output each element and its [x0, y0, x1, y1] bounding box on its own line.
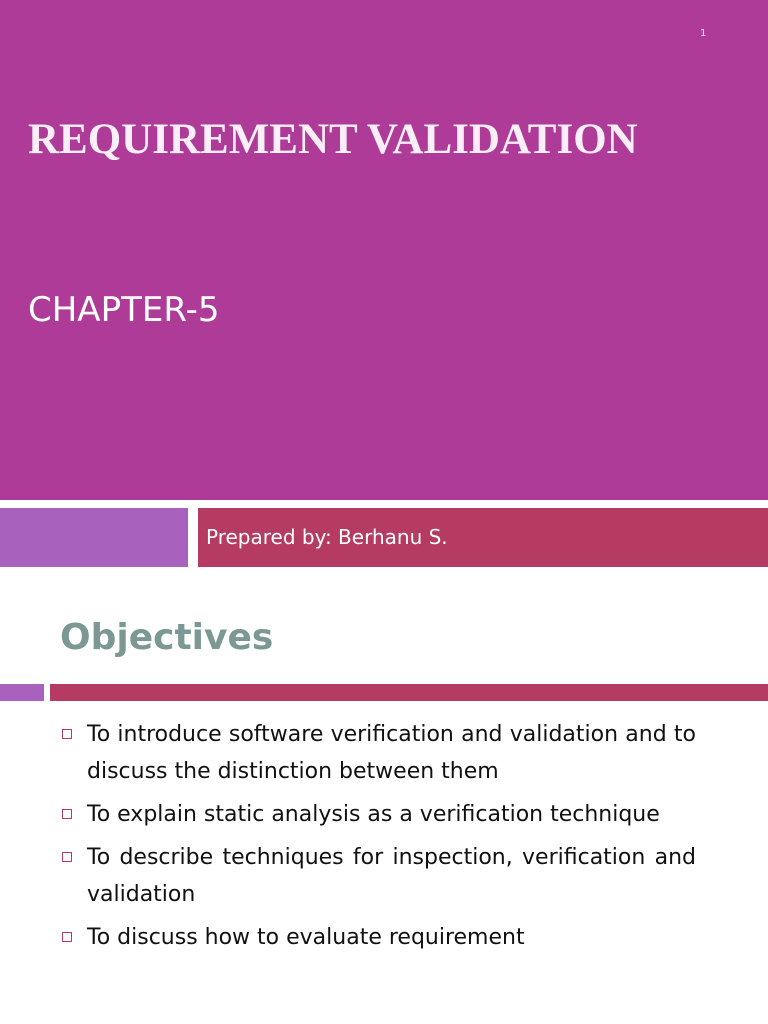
- accent-bar-purple: [0, 508, 188, 567]
- objective-text: To explain static analysis as a verification technique: [87, 802, 660, 827]
- objectives-accent-bar-crimson: [50, 684, 768, 701]
- title-slide-background: [0, 0, 768, 500]
- objective-text: To introduce software verification and validation and to discuss the distinction between them: [87, 722, 696, 784]
- objective-item: [60, 796, 696, 833]
- hollow-square-bullet-icon: [62, 729, 72, 739]
- prepared-by-text: Prepared by: Berhanu S.: [206, 525, 448, 549]
- chapter-label: CHAPTER-5: [28, 290, 220, 330]
- hollow-square-bullet-icon: [62, 809, 72, 819]
- objectives-heading: Objectives: [60, 617, 274, 658]
- objective-item: [60, 839, 696, 913]
- objectives-list: [60, 716, 696, 962]
- objective-item: [60, 716, 696, 790]
- slide-title: REQUIREMENT VALIDATION: [28, 116, 638, 163]
- hollow-square-bullet-icon: [62, 932, 72, 942]
- page-number: 1: [700, 28, 707, 39]
- objectives-accent-bar-purple: [0, 684, 44, 701]
- objective-text: To discuss how to evaluate requirement: [87, 925, 525, 950]
- hollow-square-bullet-icon: [62, 852, 72, 862]
- divider-gap: [0, 500, 768, 508]
- objective-item: [60, 919, 696, 956]
- objective-text: To describe techniques for inspection, verification and validation: [87, 845, 696, 907]
